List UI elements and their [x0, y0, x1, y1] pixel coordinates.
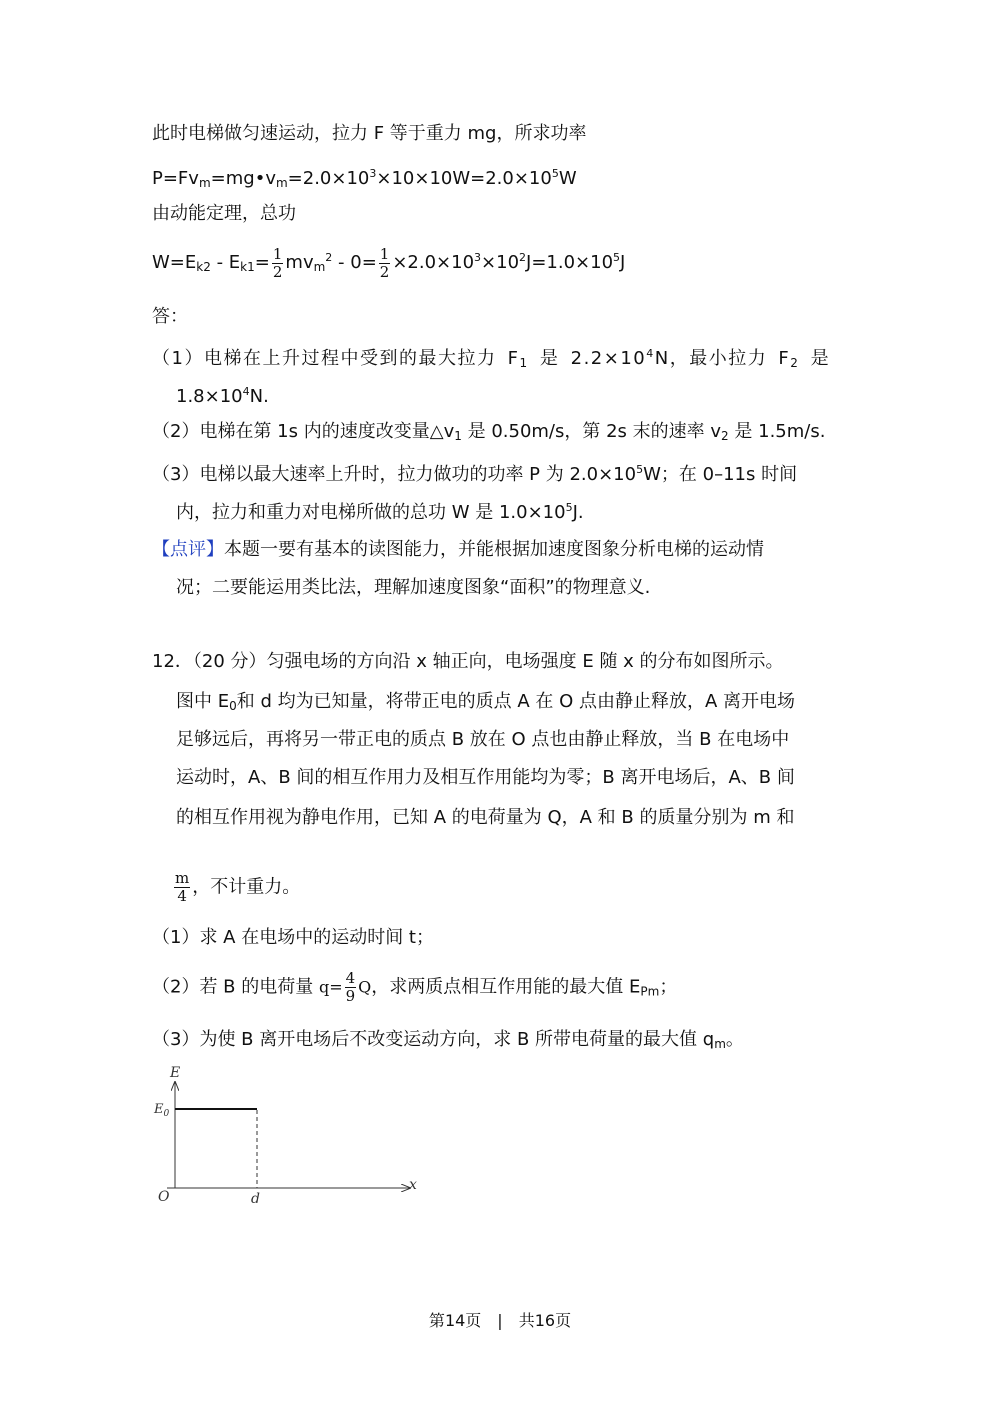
d-label: d — [251, 1191, 260, 1207]
fraction-m-over-4: $\frac{m}{4}$ — [175, 869, 190, 905]
question-12-line-3: 足够远后，再将另一带正电的质点 B 放在 O 点也由静止释放，当 B 在电场中 — [176, 729, 790, 750]
question-12-line-5: 的相互作用视为静电作用，已知 A 的电荷量为 Q，A 和 B 的质量分别为 m 和 — [176, 807, 795, 828]
page-footer: 第14页 | 共16页 — [428, 1311, 572, 1330]
answer-1: （1）电梯在上升过程中受到的最大拉力 $F_1$ 是 $2.2\times 10^4N$，最小拉力 $F_2$ 是 — [152, 347, 831, 370]
comment-line-1: 【点评】本题一要有基本的读图能力，并能根据加速度图象分析电梯的运动情 — [152, 539, 764, 560]
answer-1-cont: $1.8\times 10^4N$. — [176, 385, 269, 407]
solution-line-2: $P=Fv_m=mg•v_m=2.0\times 10^3\times 10\times 10W=2.0\times 10^5W$ — [152, 167, 577, 190]
fraction-half: $\frac{1}{2}$ — [272, 244, 283, 281]
comment-tag: 【点评】 — [152, 539, 224, 560]
answer-2: （2）电梯在第 1s 内的速度改变量$\triangle v_1$ 是 0.50m/s，第 2s 末的速率 $v_2$ 是 1.5m/s. — [152, 421, 826, 443]
question-12-line-4: 运动时，A、B 间的相互作用力及相互作用能均为零；B 离开电场后，A、B 间 — [176, 767, 795, 788]
origin-label: O — [158, 1189, 170, 1205]
question-12-line-2: 图中 $E_0$和 d 均为已知量，将带正电的质点 A 在 O 点由静止释放，A 离开电场 — [176, 691, 796, 713]
page-total: 16 — [534, 1311, 556, 1330]
answer-3: （3）电梯以最大速率上升时，拉力做功的功率 P 为 $2.0\times 10^5W$；在 0–11s 时间 — [152, 463, 798, 485]
e0-label: $E_0$ — [154, 1102, 170, 1119]
solution-line-3: 由动能定理，总功 — [152, 203, 296, 224]
page-number: 14 — [444, 1311, 466, 1330]
fraction-half: $\frac{1}{2}$ — [379, 244, 390, 281]
fraction-4-over-9: $\frac{4}{9}$ — [345, 969, 356, 1005]
question-12-part-1: （1）求 A 在电场中的运动时间 t； — [152, 927, 434, 948]
question-12-line-1: 12．（20 分）匀强电场的方向沿 x 轴正向，电场强度 E 随 x 的分布如图所示。 — [152, 651, 784, 672]
question-12-part-2: （2）若 B 的电荷量 q= $\frac{4}{9}$ Q，求两质点相互作用能的最大值 $E_{Pm}$； — [152, 969, 678, 1005]
answer-label: 答： — [152, 306, 188, 327]
solution-line-1: 此时电梯做匀速运动，拉力 F 等于重力 mg，所求功率 — [152, 123, 587, 144]
comment-line-2: 况；二要能运用类比法，理解加速度图象“面积”的物理意义. — [176, 577, 651, 598]
question-12-part-3: （3）为使 B 离开电场后不改变运动方向，求 B 所带电荷量的最大值 $q_m$。 — [152, 1029, 744, 1051]
solution-line-4: $W=E_{k2} - E_{k1}=$ $\frac{1}{2}$ $mv_m^2 - 0=$ $\frac{1}{2}$ $\times 2.0\times 10^3\times 10^2J=1.0\times 10^5J$ — [152, 244, 626, 281]
e-field-graph — [145, 1060, 430, 1210]
x-axis-label: x — [409, 1177, 417, 1193]
y-axis-label: E — [170, 1065, 181, 1081]
answer-3-cont: 内，拉力和重力对电梯所做的总功 W 是 $1.0\times 10^5J$. — [176, 501, 584, 523]
question-12-line-6: $\frac{m}{4}$ ，不计重力。 — [175, 869, 301, 905]
